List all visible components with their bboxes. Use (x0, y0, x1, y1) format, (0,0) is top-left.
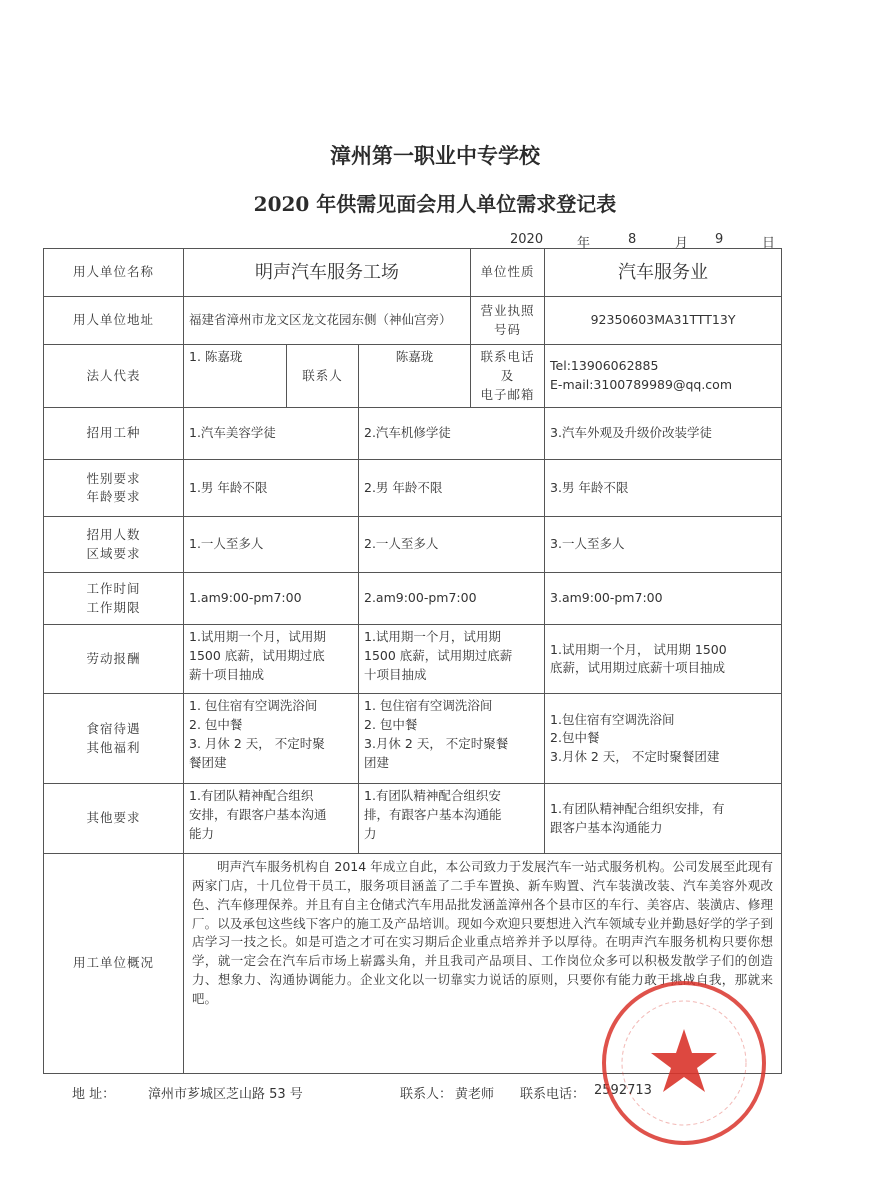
date-day: 9 (715, 232, 724, 247)
other-req-1: 1.有团队精神配合组织 安排，有跟客户基本沟通 能力 (184, 784, 359, 854)
salary-3: 1.试用期一个月， 试用期 1500 底薪，试用期过底薪十项目抽成 (545, 625, 782, 694)
headcount-2: 2.一人至多人 (359, 517, 545, 573)
date-year: 2020 (510, 232, 544, 247)
other-req-3: 1.有团队精神配合组织安排，有 跟客户基本沟通能力 (545, 784, 782, 854)
footer-contact-label: 联系人： (400, 1087, 453, 1102)
email-value: E-mail:3100789989@qq.com (550, 377, 733, 393)
contact-label: 联系人 (287, 345, 359, 408)
row-label-work-time: 工作时间 工作期限 (44, 573, 184, 625)
row-label-benefits: 食宿待遇 其他福利 (44, 694, 184, 784)
footer-phone-label: 联系电话： (520, 1087, 586, 1102)
company-name-value: 明声汽车服务工场 (184, 249, 471, 297)
company-seal-stamp (598, 977, 770, 1149)
address-value: 福建省漳州市龙文区龙文花园东侧（神仙宫旁） (184, 297, 471, 345)
headcount-1: 1.一人至多人 (184, 517, 359, 573)
nature-value: 汽车服务业 (545, 249, 782, 297)
row-label-salary: 劳动报酬 (44, 625, 184, 694)
legal-rep-label: 法人代表 (44, 345, 184, 408)
job-type-2: 2.汽车机修学徒 (359, 408, 545, 460)
benefits-3: 1.包住宿有空调洗浴间 2.包中餐 3.月休 2 天， 不定时聚餐团建 (545, 694, 782, 784)
work-time-3: 3.am9:00-pm7:00 (545, 573, 782, 625)
gender-age-1: 1.男 年龄不限 (184, 460, 359, 517)
benefits-1: 1. 包住宿有空调洗浴间 2. 包中餐 3. 月休 2 天， 不定时聚 餐团建 (184, 694, 359, 784)
school-title: 漳州第一职业中专学校 (330, 143, 540, 168)
form-title: 2020 年供需见面会用人单位需求登记表 (253, 192, 617, 216)
license-value: 92350603MA31TTT13Y (545, 297, 782, 345)
license-label: 营业执照号码 (471, 297, 545, 345)
salary-2: 1.试用期一个月，试用期 1500 底薪，试用期过底薪 十项目抽成 (359, 625, 545, 694)
job-type-1: 1.汽车美容学徒 (184, 408, 359, 460)
footer-address: 漳州市芗城区芝山路 53 号 (148, 1087, 303, 1102)
nature-label: 单位性质 (471, 249, 545, 297)
gender-age-3: 3.男 年龄不限 (545, 460, 782, 517)
company-name-label: 用人单位名称 (44, 249, 184, 297)
red-star-icon (651, 1029, 717, 1092)
other-req-2: 1.有团队精神配合组织安 排，有跟客户基本沟通能 力 (359, 784, 545, 854)
overview-label: 用工单位概况 (44, 854, 184, 1074)
legal-rep-value: 1. 陈嘉珑 (184, 345, 287, 408)
salary-1: 1.试用期一个月，试用期 1500 底薪，试用期过底 薪十项目抽成 (184, 625, 359, 694)
row-label-job-type: 招用工种 (44, 408, 184, 460)
work-time-2: 2.am9:00-pm7:00 (359, 573, 545, 625)
date-year-unit: 年 (577, 236, 591, 251)
address-label: 用人单位地址 (44, 297, 184, 345)
phone-email-label: 联系电话及 电子邮箱 (471, 345, 545, 408)
phone-value: Tel:13906062885 (550, 358, 659, 374)
gender-age-2: 2.男 年龄不限 (359, 460, 545, 517)
footer-contact: 黄老师 (455, 1087, 495, 1102)
headcount-3: 3.一人至多人 (545, 517, 782, 573)
date-day-unit: 日 (762, 236, 776, 251)
work-time-1: 1.am9:00-pm7:00 (184, 573, 359, 625)
row-label-gender-age: 性别要求 年龄要求 (44, 460, 184, 517)
footer-phone: 2592713 (594, 1083, 652, 1098)
footer-address-label: 地 址： (72, 1087, 116, 1102)
contact-value: 陈嘉珑 (359, 345, 471, 408)
date-month: 8 (628, 232, 637, 247)
benefits-2: 1. 包住宿有空调洗浴间 2. 包中餐 3.月休 2 天， 不定时聚餐 团建 (359, 694, 545, 784)
row-label-headcount: 招用人数 区域要求 (44, 517, 184, 573)
job-type-3: 3.汽车外观及升级价改装学徒 (545, 408, 782, 460)
row-label-other-req: 其他要求 (44, 784, 184, 854)
date-month-unit: 月 (675, 236, 689, 251)
phone-email-value (545, 345, 782, 408)
requirement-form (43, 248, 782, 1074)
overview-text: 明声汽车服务机构自 2014 年成立自此，本公司致力于发展汽车一站式服务机构。公司发展至此现有两家门店，十几位骨干员工，服务项目涵盖了二手车置换、新车购置、汽车装潢改装、汽车美容外观改色、汽车修理保养。并且有自主仓储式汽车用品批发涵盖漳州各个县市区的车行、美容店、装潢店、修理厂。以及承包这些线下客户的施工及产品培训。现如今欢迎只要想进入汽车领域专业并勤恳好学的学子到店学习一技之长。如是可造之才可在实习期后企业重点培养并予以厚待。在明声汽车服务机构只要你想学，就一定会在汽车后市场上崭露头角，并且我司产品项目、工作岗位众多可以积极发散学子们的创造力、想象力、沟通协调能力。企业文化以一切靠实力说话的原则，只要你有能力敢于挑战自我，那就来吧。 (184, 854, 782, 1074)
